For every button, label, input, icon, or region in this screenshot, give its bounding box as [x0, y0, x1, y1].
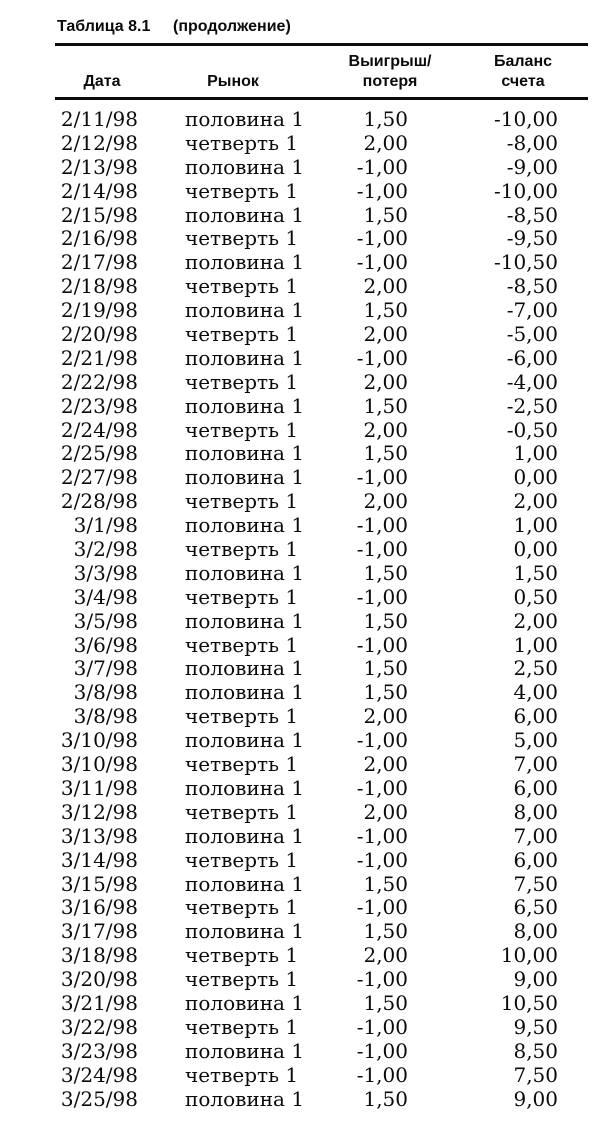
cell-balance: 6,50: [513, 895, 558, 920]
cell-date: 3/22/98: [60, 1014, 138, 1039]
cell-market: четверть 1: [185, 584, 299, 609]
cell-balance: -8,50: [506, 274, 558, 299]
cell-date: 3/21/98: [60, 990, 138, 1015]
cell-date: 3/12/98: [60, 799, 138, 824]
cell-market: четверть 1: [185, 274, 299, 299]
cell-winloss: -1,00: [356, 537, 408, 562]
table-row: [55, 1040, 588, 1064]
cell-winloss: -1,00: [356, 178, 408, 203]
cell-market: половина 1: [185, 871, 305, 896]
cell-market: половина 1: [185, 775, 305, 800]
table-row: [55, 681, 588, 705]
cell-date: 2/21/98: [60, 345, 138, 370]
table-row: [55, 729, 588, 753]
cell-market: половина 1: [185, 608, 305, 633]
cell-winloss: 2,00: [363, 799, 408, 824]
cell-balance: 2,00: [513, 489, 558, 514]
cell-balance: 10,00: [500, 943, 558, 968]
cell-winloss: 2,00: [363, 130, 408, 155]
cell-winloss: 2,00: [363, 417, 408, 442]
cell-balance: 6,00: [513, 775, 558, 800]
cell-winloss: -1,00: [356, 154, 408, 179]
column-header-market: [207, 72, 259, 92]
cell-balance: 1,00: [513, 441, 558, 466]
column-header-balance-line1: Баланс: [493, 53, 553, 70]
cell-winloss: -1,00: [356, 775, 408, 800]
table-row: [55, 466, 588, 490]
cell-market: четверть 1: [185, 1062, 299, 1087]
cell-date: 2/19/98: [60, 298, 138, 323]
column-header-winloss-line2: потеря: [362, 73, 418, 90]
cell-market: половина 1: [185, 656, 305, 681]
table-header-rule: [55, 97, 588, 100]
cell-market: половина 1: [185, 345, 305, 370]
cell-date: 3/14/98: [60, 847, 138, 872]
cell-winloss: -1,00: [356, 1038, 408, 1063]
cell-date: 3/8/98: [73, 680, 138, 705]
table-row: [55, 920, 588, 944]
table-row: [55, 156, 588, 180]
cell-balance: -8,50: [506, 202, 558, 227]
table-row: [55, 132, 588, 156]
cell-date: 2/15/98: [60, 202, 138, 227]
cell-winloss: 2,00: [363, 322, 408, 347]
cell-winloss: -1,00: [356, 584, 408, 609]
table-row: [55, 180, 588, 204]
table-title: Таблица 8.1: [57, 18, 151, 35]
cell-market: половина 1: [185, 441, 305, 466]
cell-balance: 2,50: [513, 656, 558, 681]
column-header-winloss: [349, 52, 432, 92]
table-row: [55, 299, 588, 323]
cell-balance: -9,50: [506, 226, 558, 251]
cell-date: 3/18/98: [60, 943, 138, 968]
cell-balance: -8,00: [506, 130, 558, 155]
cell-winloss: -1,00: [356, 823, 408, 848]
table-row: [55, 753, 588, 777]
table-row: [55, 968, 588, 992]
cell-market: половина 1: [185, 298, 305, 323]
cell-date: 3/25/98: [60, 1086, 138, 1111]
cell-date: 3/16/98: [60, 895, 138, 920]
cell-balance: 9,50: [513, 1014, 558, 1039]
cell-date: 3/13/98: [60, 823, 138, 848]
cell-market: четверть 1: [185, 130, 299, 155]
cell-market: четверть 1: [185, 417, 299, 442]
cell-date: 2/14/98: [60, 178, 138, 203]
cell-balance: 0,00: [513, 465, 558, 490]
cell-date: 3/15/98: [60, 871, 138, 896]
table-row: [55, 371, 588, 395]
cell-date: 2/23/98: [60, 393, 138, 418]
cell-market: половина 1: [185, 393, 305, 418]
table-row: [55, 442, 588, 466]
cell-balance: 8,50: [513, 1038, 558, 1063]
cell-winloss: 1,50: [363, 393, 408, 418]
cell-balance: 0,00: [513, 537, 558, 562]
cell-winloss: 1,50: [363, 560, 408, 585]
table-row: [55, 395, 588, 419]
cell-balance: -9,00: [506, 154, 558, 179]
column-header-winloss-line1: Выигрыш/: [348, 53, 432, 70]
cell-date: 3/5/98: [73, 608, 138, 633]
cell-date: 2/12/98: [60, 130, 138, 155]
table-row: [55, 204, 588, 228]
cell-balance: 7,50: [513, 871, 558, 896]
cell-market: четверть 1: [185, 489, 299, 514]
cell-market: четверть 1: [185, 799, 299, 824]
cell-date: 3/17/98: [60, 919, 138, 944]
cell-balance: 8,00: [513, 919, 558, 944]
cell-balance: -0,50: [506, 417, 558, 442]
cell-winloss: -1,00: [356, 345, 408, 370]
cell-balance: -10,00: [493, 107, 558, 131]
cell-winloss: 1,50: [363, 990, 408, 1015]
table-row: [55, 896, 588, 920]
cell-market: четверть 1: [185, 943, 299, 968]
table-body: [55, 108, 588, 1111]
column-header-market-label: Рынок: [207, 73, 259, 90]
cell-balance: 7,00: [513, 752, 558, 777]
cell-winloss: 1,50: [363, 202, 408, 227]
column-header-balance: [494, 52, 552, 92]
table-row: [55, 849, 588, 873]
cell-winloss: -1,00: [356, 847, 408, 872]
cell-market: четверть 1: [185, 632, 299, 657]
column-header-date: [83, 72, 120, 92]
column-header-balance-line2: счета: [501, 73, 545, 90]
cell-date: 3/11/98: [60, 775, 138, 800]
cell-winloss: 2,00: [363, 704, 408, 729]
cell-market: четверть 1: [185, 967, 299, 992]
cell-balance: -2,50: [506, 393, 558, 418]
table-row: [55, 992, 588, 1016]
cell-date: 3/10/98: [60, 728, 138, 753]
cell-winloss: 1,50: [363, 919, 408, 944]
table-row: [55, 514, 588, 538]
cell-date: 2/27/98: [60, 465, 138, 490]
cell-market: половина 1: [185, 250, 305, 275]
table-row: [55, 419, 588, 443]
cell-balance: -10,50: [493, 250, 558, 275]
cell-date: 2/24/98: [60, 417, 138, 442]
cell-market: половина 1: [185, 154, 305, 179]
cell-balance: 1,00: [513, 632, 558, 657]
cell-date: 3/6/98: [73, 632, 138, 657]
table-row: [55, 586, 588, 610]
cell-winloss: -1,00: [356, 226, 408, 251]
table-row: [55, 562, 588, 586]
cell-winloss: -1,00: [356, 250, 408, 275]
cell-market: четверть 1: [185, 1014, 299, 1039]
table-row: [55, 1064, 588, 1088]
cell-market: половина 1: [185, 202, 305, 227]
cell-winloss: -1,00: [356, 1062, 408, 1087]
cell-date: 3/20/98: [60, 967, 138, 992]
cell-winloss: -1,00: [356, 465, 408, 490]
cell-market: четверть 1: [185, 322, 299, 347]
cell-winloss: -1,00: [356, 632, 408, 657]
cell-date: 2/17/98: [60, 250, 138, 275]
cell-winloss: -1,00: [356, 895, 408, 920]
cell-winloss: 1,50: [363, 107, 408, 131]
table-row: [55, 610, 588, 634]
table-row: [55, 538, 588, 562]
cell-market: четверть 1: [185, 537, 299, 562]
cell-market: четверть 1: [185, 369, 299, 394]
cell-date: 2/22/98: [60, 369, 138, 394]
cell-market: половина 1: [185, 465, 305, 490]
cell-balance: 1,50: [513, 560, 558, 585]
table-row: [55, 323, 588, 347]
cell-market: половина 1: [185, 107, 305, 131]
cell-winloss: 2,00: [363, 752, 408, 777]
cell-market: четверть 1: [185, 895, 299, 920]
cell-balance: 7,00: [513, 823, 558, 848]
cell-balance: 10,50: [500, 990, 558, 1015]
cell-winloss: 1,50: [363, 1086, 408, 1111]
table-row: [55, 251, 588, 275]
table-top-rule: [55, 43, 588, 46]
table-row: [55, 944, 588, 968]
cell-date: 2/28/98: [60, 489, 138, 514]
cell-market: четверть 1: [185, 178, 299, 203]
cell-market: четверть 1: [185, 226, 299, 251]
cell-balance: 5,00: [513, 728, 558, 753]
table-row: [55, 873, 588, 897]
table-row: [55, 705, 588, 729]
table-row: [55, 825, 588, 849]
cell-market: половина 1: [185, 1038, 305, 1063]
cell-date: 3/23/98: [60, 1038, 138, 1063]
cell-winloss: -1,00: [356, 728, 408, 753]
table-continuation-label: (продолжение): [173, 18, 291, 35]
table-row: [55, 1088, 588, 1112]
cell-winloss: 2,00: [363, 489, 408, 514]
cell-date: 3/3/98: [73, 560, 138, 585]
cell-market: половина 1: [185, 513, 305, 538]
cell-market: четверть 1: [185, 847, 299, 872]
cell-winloss: 1,50: [363, 441, 408, 466]
cell-winloss: -1,00: [356, 967, 408, 992]
cell-date: 3/10/98: [60, 752, 138, 777]
cell-winloss: 2,00: [363, 369, 408, 394]
cell-balance: -4,00: [506, 369, 558, 394]
cell-date: 3/2/98: [73, 537, 138, 562]
cell-winloss: 2,00: [363, 943, 408, 968]
column-header-date-label: Дата: [83, 73, 121, 90]
cell-date: 3/1/98: [73, 513, 138, 538]
table-row: [55, 490, 588, 514]
table-row: [55, 777, 588, 801]
cell-winloss: 1,50: [363, 298, 408, 323]
cell-date: 2/20/98: [60, 322, 138, 347]
table-caption: [0, 18, 611, 38]
table-row: [55, 801, 588, 825]
cell-market: половина 1: [185, 990, 305, 1015]
cell-balance: 6,00: [513, 847, 558, 872]
cell-date: 3/8/98: [73, 704, 138, 729]
table-row: [55, 634, 588, 658]
cell-date: 2/16/98: [60, 226, 138, 251]
cell-market: половина 1: [185, 919, 305, 944]
cell-market: четверть 1: [185, 752, 299, 777]
table-row: [55, 1016, 588, 1040]
cell-date: 2/25/98: [60, 441, 138, 466]
cell-balance: -5,00: [506, 322, 558, 347]
cell-balance: 0,50: [513, 584, 558, 609]
cell-balance: 9,00: [513, 967, 558, 992]
cell-winloss: 1,50: [363, 656, 408, 681]
cell-winloss: 1,50: [363, 680, 408, 705]
cell-balance: -7,00: [506, 298, 558, 323]
cell-market: четверть 1: [185, 704, 299, 729]
cell-winloss: -1,00: [356, 1014, 408, 1039]
table-row: [55, 657, 588, 681]
table-row: [55, 347, 588, 371]
cell-date: 2/11/98: [60, 107, 138, 131]
cell-balance: -10,00: [493, 178, 558, 203]
cell-balance: 6,00: [513, 704, 558, 729]
cell-date: 2/18/98: [60, 274, 138, 299]
cell-market: половина 1: [185, 823, 305, 848]
cell-balance: 1,00: [513, 513, 558, 538]
cell-balance: 4,00: [513, 680, 558, 705]
cell-winloss: -1,00: [356, 513, 408, 538]
cell-balance: -6,00: [506, 345, 558, 370]
cell-winloss: 2,00: [363, 274, 408, 299]
cell-balance: 8,00: [513, 799, 558, 824]
cell-market: половина 1: [185, 728, 305, 753]
cell-date: 3/4/98: [73, 584, 138, 609]
cell-winloss: 1,50: [363, 608, 408, 633]
cell-date: 3/24/98: [60, 1062, 138, 1087]
cell-date: 2/13/98: [60, 154, 138, 179]
cell-balance: 7,50: [513, 1062, 558, 1087]
cell-market: половина 1: [185, 1086, 305, 1111]
cell-market: половина 1: [185, 560, 305, 585]
cell-date: 3/7/98: [73, 656, 138, 681]
table-row: [55, 227, 588, 251]
table-row: [55, 108, 588, 132]
cell-winloss: 1,50: [363, 871, 408, 896]
cell-balance: 9,00: [513, 1086, 558, 1111]
table-row: [55, 275, 588, 299]
cell-market: половина 1: [185, 680, 305, 705]
cell-balance: 2,00: [513, 608, 558, 633]
